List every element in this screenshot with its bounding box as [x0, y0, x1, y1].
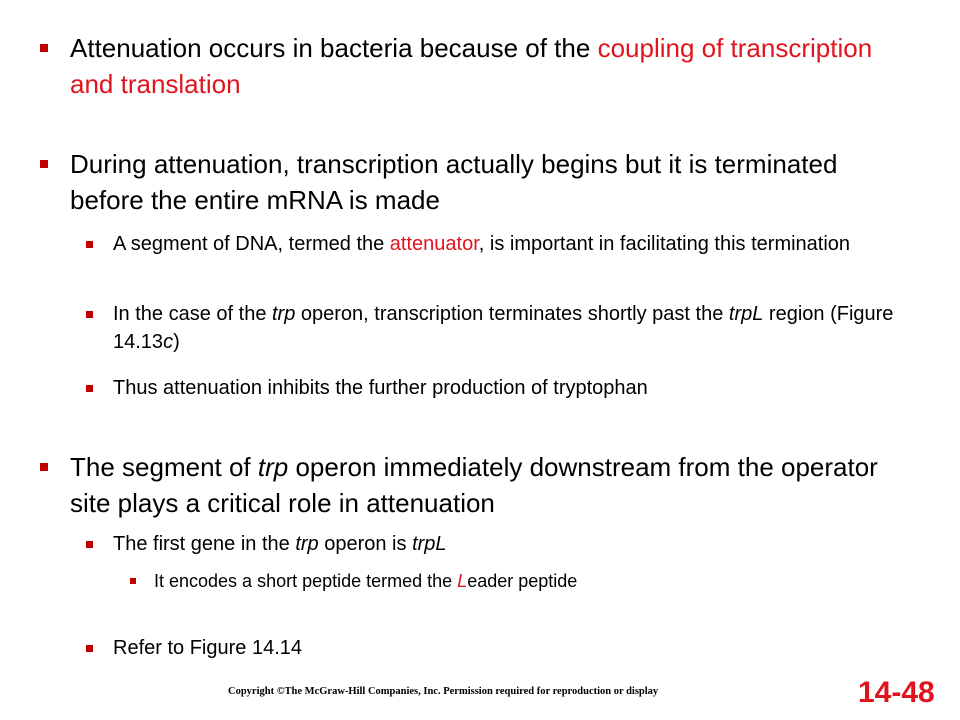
text-segment: trpL [412, 533, 447, 555]
bullet-text [113, 530, 923, 558]
text-segment: c [163, 331, 174, 353]
subsubbullet-leader-peptide [130, 568, 930, 594]
subbullet-refer-figure [86, 634, 926, 662]
subbullet-first-gene [86, 530, 926, 558]
slide-number: 14-48 [858, 676, 935, 709]
bullet-text [113, 230, 923, 258]
bullet-attenuation-coupling [40, 30, 900, 102]
text-segment: Thus attenuation inhibits the further production of tryptophan [113, 377, 648, 399]
text-segment: It encodes a short peptide termed the [154, 571, 458, 591]
text-segment: During attenuation, transcription actually begins but it is terminated before the entire mRNA is made [70, 149, 838, 215]
text-segment: operon is [318, 533, 413, 555]
bullet-attenuation-begins [40, 146, 900, 218]
bullet-text [70, 449, 890, 521]
text-segment: region (Figure 14.13 [113, 303, 894, 353]
bullet-text [113, 634, 923, 662]
text-segment: operon immediately downstream from the operator site plays a critical role in attenuation [70, 452, 878, 518]
text-segment: coupling of transcription and translation [70, 33, 873, 99]
text-segment: attenuator [389, 233, 479, 255]
text-segment: eader peptide [467, 571, 578, 591]
text-segment: trp [295, 533, 319, 555]
text-segment: , is important in facilitating this termination [478, 233, 851, 255]
subbullet-trp-terminates [86, 300, 936, 356]
text-segment: The segment of [70, 452, 258, 482]
text-segment: A segment of DNA, termed the [113, 233, 390, 255]
bullet-marker [130, 578, 136, 584]
bullet-trp-segment [40, 449, 900, 521]
copyright-notice: Copyright ©The McGraw-Hill Companies, Inc. Permission required for reproduction or display [228, 686, 659, 697]
text-segment: trpL [728, 303, 764, 325]
text-segment: operon, transcription terminates shortly past the [295, 303, 729, 325]
text-segment: Refer to Figure 14.14 [113, 637, 302, 659]
bullet-text [70, 30, 890, 102]
bullet-marker [40, 463, 48, 471]
text-segment: Attenuation occurs in bacteria because of the [70, 33, 598, 63]
subbullet-attenuator [86, 230, 926, 286]
bullet-marker [86, 311, 93, 318]
bullet-marker [40, 160, 48, 168]
bullet-text [113, 300, 928, 356]
bullet-marker [86, 541, 93, 548]
bullet-marker [86, 645, 93, 652]
bullet-text [113, 374, 923, 402]
bullet-marker [40, 44, 48, 52]
bullet-text [154, 568, 924, 594]
text-segment: trp [257, 452, 289, 482]
bullet-marker [86, 385, 93, 392]
text-segment: In the case of the [113, 303, 272, 325]
text-segment: trp [272, 303, 296, 325]
text-segment: L [457, 571, 468, 591]
subbullet-inhibits-production [86, 374, 926, 402]
bullet-marker [86, 241, 93, 248]
bullet-text [70, 146, 890, 218]
text-segment: The first gene in the [113, 533, 296, 555]
text-segment: ) [173, 331, 180, 353]
